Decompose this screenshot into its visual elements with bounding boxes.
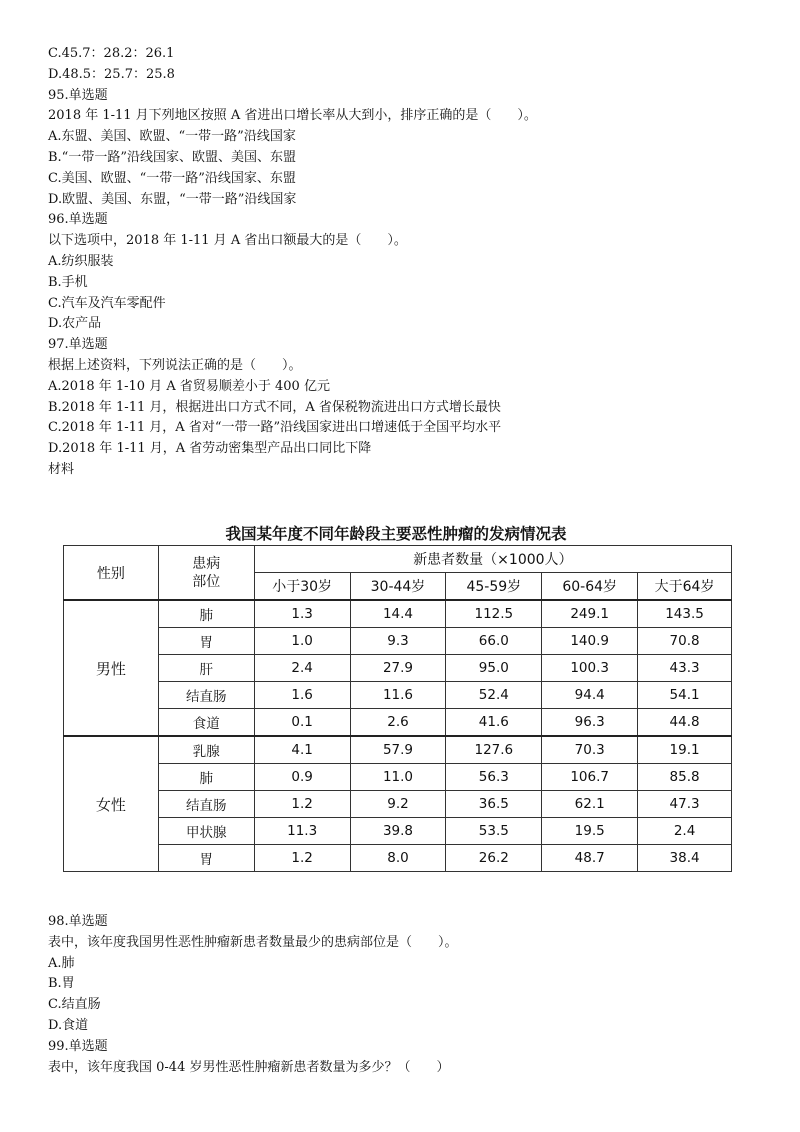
option-a: A.肺 [48, 955, 75, 971]
value-cell: 94.4 [542, 682, 638, 709]
header-age-group: 45-59岁 [446, 573, 542, 601]
table-row [64, 818, 732, 845]
option-c: C.美国、欧盟、“一带一路”沿线国家、东盟 [48, 170, 296, 186]
value-cell: 57.9 [350, 736, 446, 764]
option-b: B.手机 [48, 274, 88, 290]
option-b: B.“一带一路”沿线国家、欧盟、美国、东盟 [48, 149, 296, 165]
value-cell: 95.0 [446, 655, 542, 682]
option-d: D.食道 [48, 1017, 89, 1033]
value-cell: 0.1 [254, 709, 350, 737]
question-number: 95.单选题 [48, 87, 108, 103]
value-cell: 0.9 [254, 764, 350, 791]
value-cell: 48.7 [542, 845, 638, 872]
question-text-upper [48, 44, 768, 481]
material-label: 材料 [48, 461, 75, 477]
option-a: A.2018 年 1-10 月 A 省贸易顺差小于 400 亿元 [48, 378, 330, 394]
value-cell: 249.1 [542, 600, 638, 628]
option-d: D.农产品 [48, 316, 102, 332]
value-cell: 2.4 [254, 655, 350, 682]
value-cell: 1.6 [254, 682, 350, 709]
sex-male-label: 男性 [64, 600, 159, 736]
question-stem: 根据上述资料，下列说法正确的是（ ）。 [48, 357, 302, 373]
option-b: B.胃 [48, 976, 75, 992]
option-c: C.结直肠 [48, 997, 101, 1013]
question-stem: 以下选项中，2018 年 1-11 月 A 省出口额最大的是（ ）。 [48, 233, 407, 249]
value-cell: 36.5 [446, 791, 542, 818]
question-number: 98.单选题 [48, 914, 108, 929]
value-cell: 100.3 [542, 655, 638, 682]
table-row [64, 600, 732, 628]
site-cell: 肺 [158, 764, 254, 791]
site-cell: 甲状腺 [158, 818, 254, 845]
value-cell: 112.5 [446, 600, 542, 628]
value-cell: 2.6 [350, 709, 446, 737]
option-d: D.欧盟、美国、东盟，“一带一路”沿线国家 [48, 191, 297, 207]
question-stem: 2018 年 1-11 月下列地区按照 A 省进出口增长率从大到小，排序正确的是（ ）。 [48, 108, 537, 124]
table-row [64, 628, 732, 655]
value-cell: 62.1 [542, 791, 638, 818]
value-cell: 9.3 [350, 628, 446, 655]
question-number: 97.单选题 [48, 337, 108, 353]
value-cell: 4.1 [254, 736, 350, 764]
option-b: B.2018 年 1-11 月，根据进出口方式不同，A 省保税物流进出口方式增长最快 [48, 399, 501, 415]
value-cell: 41.6 [446, 709, 542, 737]
value-cell: 54.1 [638, 682, 732, 709]
option-c: C.汽车及汽车零配件 [48, 295, 166, 311]
option-a: A.纺织服装 [48, 253, 114, 269]
question-number: 99.单选题 [48, 1038, 108, 1054]
value-cell: 70.8 [638, 628, 732, 655]
value-cell: 11.6 [350, 682, 446, 709]
table-row [64, 736, 732, 764]
value-cell: 2.4 [638, 818, 732, 845]
value-cell: 14.4 [350, 600, 446, 628]
value-cell: 11.0 [350, 764, 446, 791]
table-row [64, 791, 732, 818]
value-cell: 127.6 [446, 736, 542, 764]
value-cell: 43.3 [638, 655, 732, 682]
value-cell: 1.2 [254, 845, 350, 872]
sex-female-label: 女性 [64, 736, 159, 872]
option-c: C.2018 年 1-11 月，A 省对“一带一路”沿线国家进出口增速低于全国平均水平 [48, 420, 502, 436]
table-row [64, 764, 732, 791]
header-age-group: 大于64岁 [638, 573, 732, 601]
tumor-incidence-table [63, 545, 732, 872]
question-stem: 表中，该年度我国 0-44 岁男性恶性肿瘤新患者数量为多少？（ ） [48, 1059, 450, 1075]
table-row [64, 655, 732, 682]
option-d: D.2018 年 1-11 月，A 省劳动密集型产品出口同比下降 [48, 441, 372, 457]
value-cell: 140.9 [542, 628, 638, 655]
value-cell: 56.3 [446, 764, 542, 791]
header-age-group: 小于30岁 [254, 573, 350, 601]
value-cell: 47.3 [638, 791, 732, 818]
value-cell: 19.5 [542, 818, 638, 845]
value-cell: 44.8 [638, 709, 732, 737]
header-sex: 性别 [64, 546, 159, 601]
value-cell: 19.1 [638, 736, 732, 764]
table-title: 我国某年度不同年龄段主要恶性肿瘤的发病情况表 [225, 524, 567, 543]
value-cell: 26.2 [446, 845, 542, 872]
text-line: C.45.7：28.2：26.1 [48, 46, 175, 61]
site-cell: 结直肠 [158, 682, 254, 709]
value-cell: 1.3 [254, 600, 350, 628]
value-cell: 1.2 [254, 791, 350, 818]
value-cell: 66.0 [446, 628, 542, 655]
site-cell: 肝 [158, 655, 254, 682]
value-cell: 38.4 [638, 845, 732, 872]
text-line: D.48.5：25.7：25.8 [48, 66, 175, 82]
value-cell: 53.5 [446, 818, 542, 845]
value-cell: 96.3 [542, 709, 638, 737]
value-cell: 11.3 [254, 818, 350, 845]
question-number: 96.单选题 [48, 212, 108, 228]
question-stem: 表中，该年度我国男性恶性肿瘤新患者数量最少的患病部位是（ ）。 [48, 934, 458, 950]
value-cell: 143.5 [638, 600, 732, 628]
table-row [64, 682, 732, 709]
value-cell: 1.0 [254, 628, 350, 655]
value-cell: 52.4 [446, 682, 542, 709]
option-a: A.东盟、美国、欧盟、“一带一路”沿线国家 [48, 129, 296, 145]
value-cell: 8.0 [350, 845, 446, 872]
header-age-group: 60-64岁 [542, 573, 638, 601]
site-cell: 结直肠 [158, 791, 254, 818]
value-cell: 27.9 [350, 655, 446, 682]
site-cell: 食道 [158, 709, 254, 737]
value-cell: 39.8 [350, 818, 446, 845]
header-new-patients: 新患者数量（×1000人） [254, 546, 731, 573]
value-cell: 106.7 [542, 764, 638, 791]
header-age-group: 30-44岁 [350, 573, 446, 601]
site-cell: 肺 [158, 600, 254, 628]
value-cell: 70.3 [542, 736, 638, 764]
value-cell: 9.2 [350, 791, 446, 818]
table-row [64, 709, 732, 737]
site-cell: 胃 [158, 845, 254, 872]
value-cell: 85.8 [638, 764, 732, 791]
header-site: 患病部位 [158, 546, 254, 601]
site-cell: 乳腺 [158, 736, 254, 764]
table-row [64, 845, 732, 872]
question-text-lower [48, 912, 768, 1078]
site-cell: 胃 [158, 628, 254, 655]
